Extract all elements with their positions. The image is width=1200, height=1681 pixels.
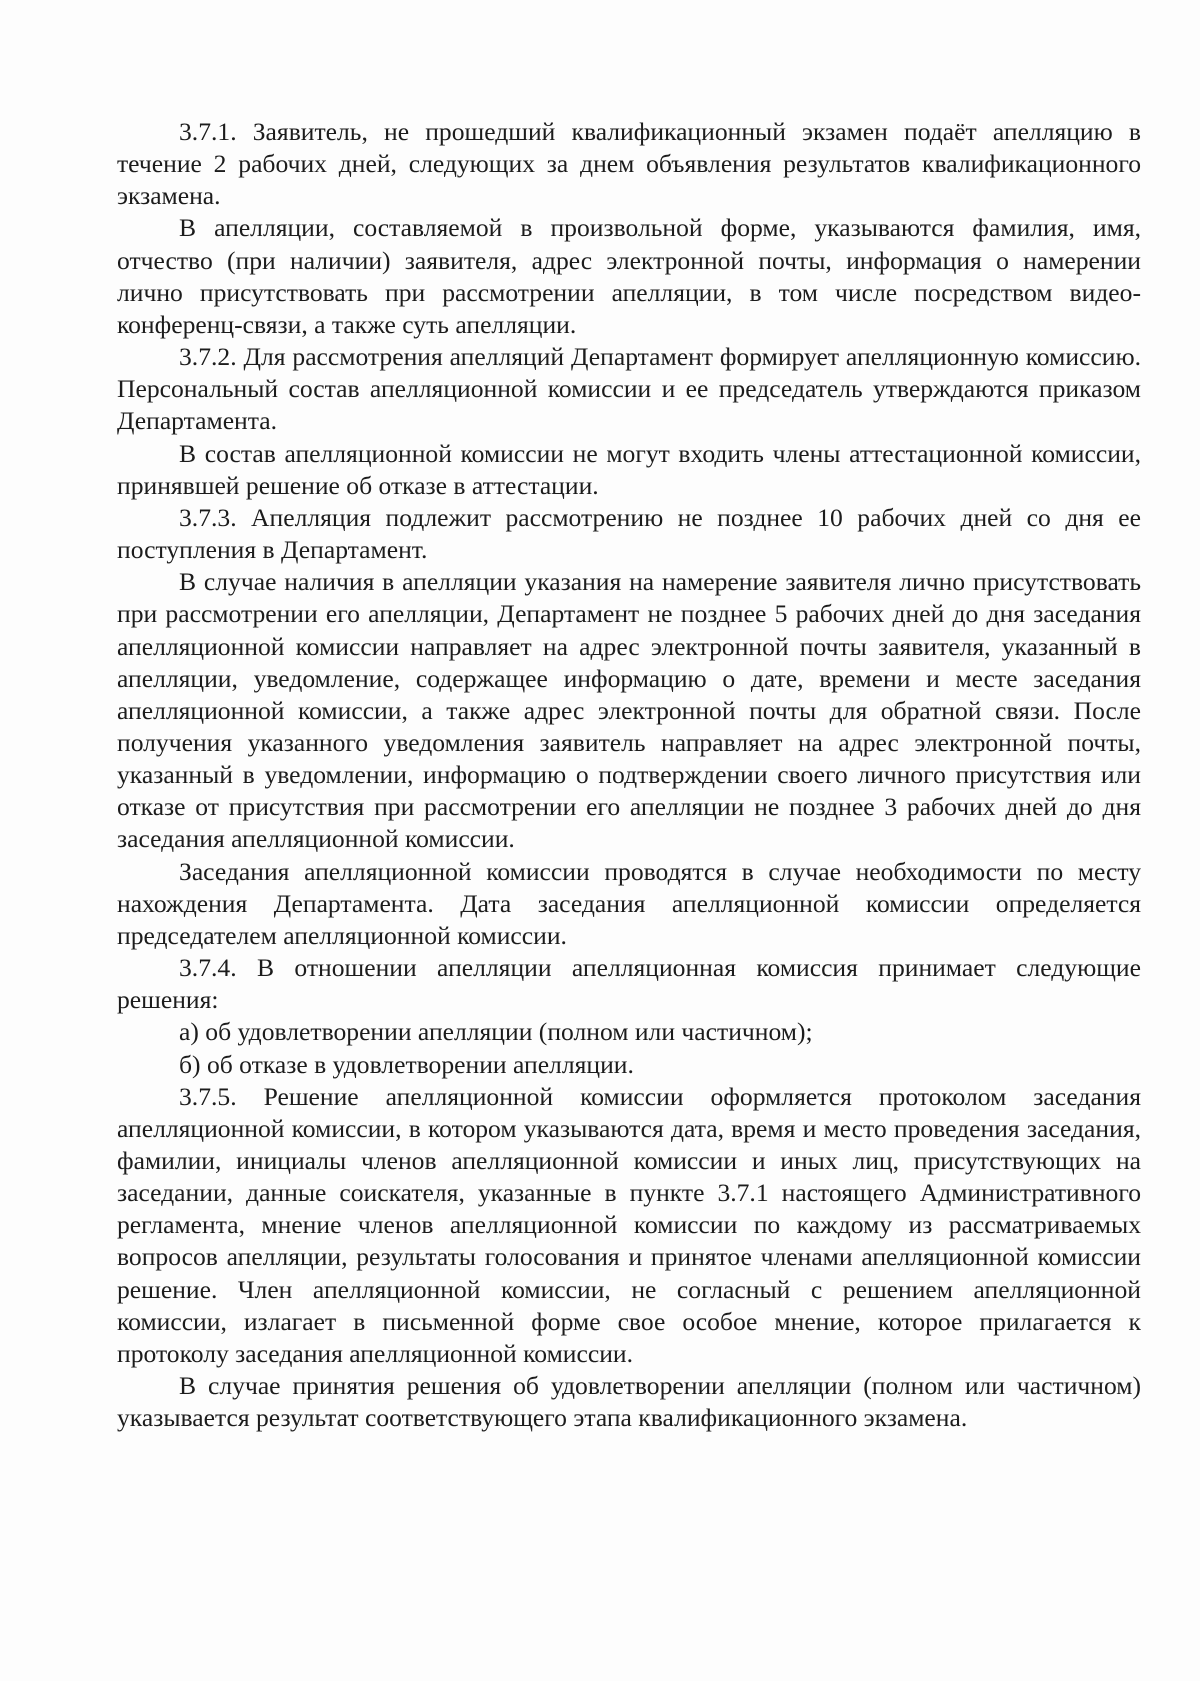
paragraph-3-7-3: 3.7.3. Апелляция подлежит рассмотрению не позднее 10 рабочих дней со дня ее поступления в Департамент.: [117, 502, 1141, 565]
paragraph-commission-restriction: В состав апелляционной комиссии не могут входить члены аттестационной комиссии, принявшей решение об отказе в аттестации.: [117, 438, 1141, 500]
paragraph-3-7-4: 3.7.4. В отношении апелляции апелляционная комиссия принимает следующие решения:: [117, 953, 1141, 1015]
paragraph-appeal-contents: В апелляции, составляемой в произвольной форме, указываются фамилия, имя, отчество (при наличии) заявителя, адрес электронной почты, информация о намерении лично присутствовать при рассмотрении апелляции, в том числе посредством видео-конференц-связи, а также суть апелляции.: [117, 213, 1141, 339]
paragraph-3-7-1: 3.7.1. Заявитель, не прошедший квалификационный экзамен подаёт апелляцию в течение 2 рабочих дней, следующих за днем объявления результатов квалификационного экзамена.: [117, 117, 1141, 211]
paragraph-personal-presence: В случае наличия в апелляции указания на намерение заявителя лично присутствовать при рассмотрении его апелляции, Департамент не позднее 5 рабочих дней до дня заседания апелляционной комиссии направляет на адрес электронной почты заявителя, указанный в апелляции, уведомление, содержащее информацию о дате, времени и месте заседания апелляционной комиссии, а также адрес электронной почты для обратной связи. После получения указанного уведомления заявитель направляет на адрес электронной почты, указанный в уведомлении, информацию о подтверждении своего личного присутствия или отказе от присутствия при рассмотрении его апелляции не позднее 3 рабочих дней до дня заседания апелляционной комиссии.: [117, 567, 1141, 854]
paragraph-meetings: Заседания апелляционной комиссии проводятся в случае необходимости по месту нахождения Департамента. Дата заседания апелляционной комиссии определяется председателем апелляционной комиссии.: [117, 856, 1141, 950]
paragraph-3-7-2: 3.7.2. Для рассмотрения апелляций Департамент формирует апелляционную комиссию. Персональный состав апелляционной комиссии и ее председатель утверждаются приказом Департамента.: [117, 342, 1141, 436]
paragraph-satisfaction-result: В случае принятия решения об удовлетворении апелляции (полном или частичном) указывается результат соответствующего этапа квалификационного экзамена.: [117, 1371, 1141, 1433]
paragraph-decision-b: б) об отказе в удовлетворении апелляции.: [179, 1049, 634, 1079]
document-body: [117, 116, 1141, 1434]
paragraph-3-7-5: 3.7.5. Решение апелляционной комиссии оформляется протоколом заседания апелляционной комиссии, в котором указываются дата, время и место проведения заседания, фамилии, инициалы членов апелляционной комиссии и иных лиц, присутствующих на заседании, данные соискателя, указанные в пункте 3.7.1 настоящего Административного регламента, мнение членов апелляционной комиссии по каждому из рассматриваемых вопросов апелляции, результаты голосования и принятое членами апелляционной комиссии решение. Член апелляционной комиссии, не согласный с решением апелляционной комиссии, излагает в письменной форме свое особое мнение, которое прилагается к протоколу заседания апелляционной комиссии.: [117, 1081, 1141, 1368]
paragraph-decision-a: а) об удовлетворении апелляции (полном или частичном);: [179, 1017, 813, 1047]
